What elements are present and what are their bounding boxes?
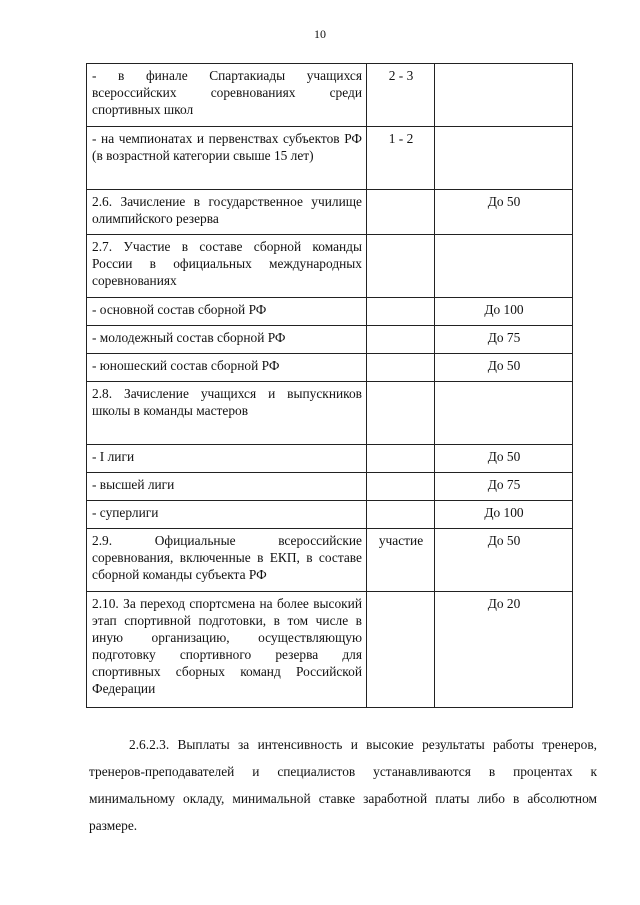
page-number: 10	[314, 27, 326, 41]
bonus-table	[86, 63, 573, 708]
place-cell: 1 - 2	[367, 127, 435, 190]
amount-cell: До 50	[435, 190, 573, 235]
criterion-cell: - в финале Спартакиады учащихся всероссийских соревнованиях среди спортивных школ	[87, 64, 367, 127]
amount-cell: До 50	[435, 445, 573, 473]
amount-cell: До 75	[435, 326, 573, 354]
table-row	[87, 354, 573, 382]
place-cell	[367, 326, 435, 354]
table-row	[87, 529, 573, 592]
place-cell	[367, 473, 435, 501]
place-cell	[367, 445, 435, 473]
table-row	[87, 473, 573, 501]
amount-cell: До 100	[435, 298, 573, 326]
place-cell	[367, 592, 435, 708]
criterion-cell: - суперлиги	[87, 501, 367, 529]
amount-cell	[435, 127, 573, 190]
amount-cell	[435, 382, 573, 445]
table-row	[87, 326, 573, 354]
table-row	[87, 127, 573, 190]
criterion-cell: - высшей лиги	[87, 473, 367, 501]
amount-cell: До 50	[435, 529, 573, 592]
table-row	[87, 501, 573, 529]
table-row	[87, 298, 573, 326]
place-cell	[367, 501, 435, 529]
criterion-cell: - на чемпионатах и первенствах субъектов РФ (в возрастной категории свыше 15 лет)	[87, 127, 367, 190]
criterion-cell: 2.8. Зачисление учащихся и выпускников школы в команды мастеров	[87, 382, 367, 445]
place-cell	[367, 354, 435, 382]
table-row	[87, 64, 573, 127]
place-cell	[367, 382, 435, 445]
table-row	[87, 235, 573, 298]
criterion-cell: - молодежный состав сборной РФ	[87, 326, 367, 354]
place-cell	[367, 298, 435, 326]
criterion-cell: - основной состав сборной РФ	[87, 298, 367, 326]
criterion-cell: 2.10. За переход спортсмена на более высокий этап спортивной подготовки, в том числе в иную организацию, осуществляющую подготовку спортивного резерва для спортивных сборных команд Российской Федерации	[87, 592, 367, 708]
amount-cell	[435, 235, 573, 298]
criterion-cell: 2.7. Участие в составе сборной команды России в официальных международных соревнованиях	[87, 235, 367, 298]
amount-cell: До 100	[435, 501, 573, 529]
table-row	[87, 190, 573, 235]
criterion-cell: 2.9. Официальные всероссийские соревнования, включенные в ЕКП, в составе сборной команды субъекта РФ	[87, 529, 367, 592]
amount-cell: До 75	[435, 473, 573, 501]
amount-cell: До 20	[435, 592, 573, 708]
criterion-cell: - юношеский состав сборной РФ	[87, 354, 367, 382]
table-row	[87, 445, 573, 473]
place-cell: участие	[367, 529, 435, 592]
place-cell	[367, 190, 435, 235]
amount-cell	[435, 64, 573, 127]
place-cell	[367, 235, 435, 298]
table-row	[87, 382, 573, 445]
amount-cell: До 50	[435, 354, 573, 382]
criterion-cell: 2.6. Зачисление в государственное училище олимпийского резерва	[87, 190, 367, 235]
table-row	[87, 592, 573, 708]
criterion-cell: - I лиги	[87, 445, 367, 473]
place-cell: 2 - 3	[367, 64, 435, 127]
body-paragraph: 2.6.2.3. Выплаты за интенсивность и высокие результаты работы тренеров, тренеров-преподавателей и специалистов устанавливаются в процентах к минимальному окладу, минимальной ставке заработной платы либо в абсолютном размере.	[89, 737, 597, 833]
